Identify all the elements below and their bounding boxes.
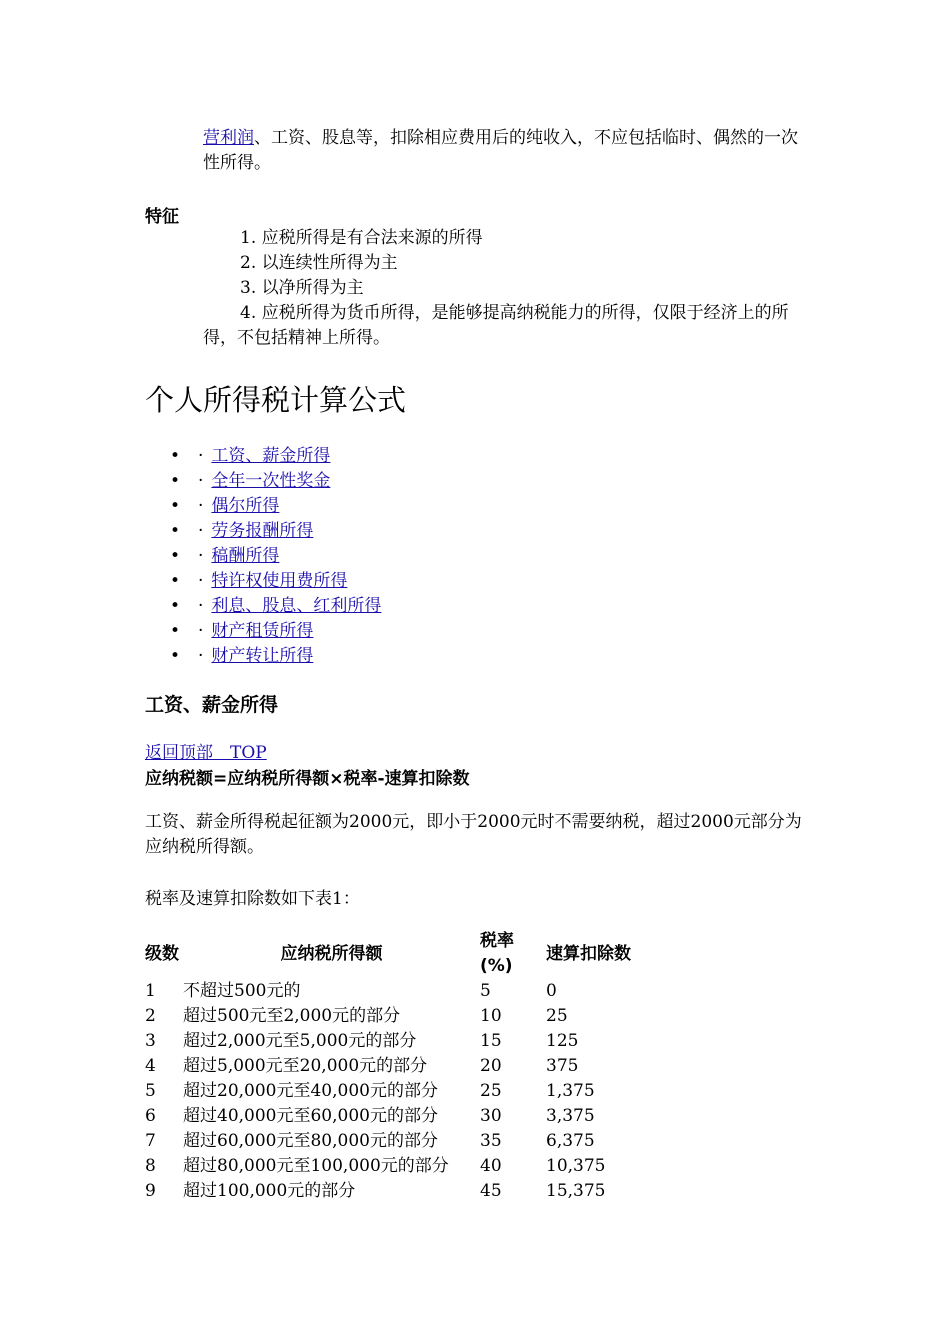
- toc-item: [170, 469, 381, 494]
- toc-link[interactable]: 劳务报酬所得: [211, 521, 314, 541]
- toc-bullet: ·: [198, 546, 204, 566]
- cell-deduction: 0: [546, 981, 557, 1001]
- toc-link[interactable]: 财产租赁所得: [211, 621, 314, 641]
- cell-rate: 5: [480, 981, 491, 1001]
- cell-deduction: 375: [546, 1056, 579, 1076]
- toc-bullet: ·: [198, 521, 204, 541]
- back-to-top-link[interactable]: 返回顶部 TOP: [145, 743, 267, 763]
- cell-rate: 10: [480, 1006, 502, 1026]
- toc-link[interactable]: 稿酬所得: [211, 546, 280, 566]
- subsection-title: 工资、薪金所得: [145, 694, 279, 716]
- cell-income: 超过80,000元至100,000元的部分: [183, 1156, 449, 1176]
- cell-income: 超过60,000元至80,000元的部分: [183, 1131, 438, 1151]
- toc-bullet: ·: [198, 471, 204, 491]
- cell-rate: 40: [480, 1156, 502, 1176]
- cell-income: 超过500元至2,000元的部分: [183, 1006, 401, 1026]
- cell-deduction: 15,375: [546, 1181, 606, 1201]
- feature-item: 1. 应税所得是有合法来源的所得: [240, 228, 483, 248]
- cell-level: 9: [145, 1181, 156, 1201]
- threshold-paragraph: 工资、薪金所得税起征额为2000元，即小于2000元时不需要纳税，超过2000元部分为应纳税所得额。: [145, 812, 802, 857]
- toc-link[interactable]: 偶尔所得: [211, 496, 280, 516]
- table-row: [145, 1004, 656, 1029]
- tax-rate-table: [145, 929, 656, 1204]
- table-intro: 税率及速算扣除数如下表1：: [145, 889, 360, 909]
- toc-bullet: ·: [198, 596, 204, 616]
- section-title: 个人所得税计算公式: [145, 383, 407, 417]
- table-row: [145, 1029, 656, 1054]
- cell-income: 不超过500元的: [183, 981, 301, 1001]
- cell-income: 超过40,000元至60,000元的部分: [183, 1106, 438, 1126]
- table-row: [145, 979, 656, 1004]
- cell-deduction: 25: [546, 1006, 568, 1026]
- toc-item: [170, 544, 381, 569]
- toc-link[interactable]: 特许权使用费所得: [211, 571, 348, 591]
- toc-item: [170, 644, 381, 669]
- toc-bullet: ·: [198, 446, 204, 466]
- toc-item: [170, 569, 381, 594]
- toc-bullet: ·: [198, 646, 204, 666]
- toc-link[interactable]: 全年一次性奖金: [211, 471, 331, 491]
- toc-bullet: ·: [198, 496, 204, 516]
- cell-rate: 30: [480, 1106, 502, 1126]
- cell-level: 7: [145, 1131, 156, 1151]
- cell-income: 超过100,000元的部分: [183, 1181, 356, 1201]
- table-row: [145, 1154, 656, 1179]
- cell-rate: 15: [480, 1031, 502, 1051]
- toc-item: [170, 594, 381, 619]
- cell-level: 5: [145, 1081, 156, 1101]
- intro-link[interactable]: 营利润: [203, 128, 254, 148]
- table-header-row: [145, 929, 656, 979]
- toc-item: [170, 519, 381, 544]
- cell-deduction: 6,375: [546, 1131, 595, 1151]
- tax-formula: 应纳税额=应纳税所得额×税率-速算扣除数: [145, 769, 470, 789]
- cell-rate: 45: [480, 1181, 502, 1201]
- cell-level: 1: [145, 981, 156, 1001]
- cell-income: 超过20,000元至40,000元的部分: [183, 1081, 438, 1101]
- toc-list: [170, 444, 381, 669]
- cell-level: 6: [145, 1106, 156, 1126]
- toc-item: [170, 494, 381, 519]
- table-row: [145, 1054, 656, 1079]
- cell-income: 超过5,000元至20,000元的部分: [183, 1056, 428, 1076]
- cell-deduction: 3,375: [546, 1106, 595, 1126]
- cell-rate: 20: [480, 1056, 502, 1076]
- cell-deduction: 10,375: [546, 1156, 606, 1176]
- features-title: 特征: [145, 207, 179, 227]
- toc-bullet: ·: [198, 571, 204, 591]
- toc-item: [170, 619, 381, 644]
- cell-level: 2: [145, 1006, 156, 1026]
- toc-link[interactable]: 财产转让所得: [211, 646, 314, 666]
- cell-level: 8: [145, 1156, 156, 1176]
- table-row: [145, 1179, 656, 1204]
- table-row: [145, 1079, 656, 1104]
- header-level: 级数: [145, 943, 179, 964]
- cell-income: 超过2,000元至5,000元的部分: [183, 1031, 417, 1051]
- feature-item: 3. 以净所得为主: [240, 278, 364, 298]
- features-list: [203, 226, 808, 351]
- header-rate: 税率(%): [480, 931, 514, 976]
- toc-link[interactable]: 利息、股息、红利所得: [211, 596, 382, 616]
- toc-link[interactable]: 工资、薪金所得: [211, 446, 331, 466]
- header-deduction: 速算扣除数: [546, 943, 631, 964]
- cell-level: 4: [145, 1056, 156, 1076]
- table-row: [145, 1129, 656, 1154]
- table-row: [145, 1104, 656, 1129]
- cell-rate: 25: [480, 1081, 502, 1101]
- intro-paragraph: [203, 126, 803, 176]
- feature-item: 2. 以连续性所得为主: [240, 253, 398, 273]
- header-taxable-income: 应纳税所得额: [280, 943, 383, 964]
- intro-text: 、工资、股息等，扣除相应费用后的纯收入，不应包括临时、偶然的一次性所得。: [203, 128, 798, 173]
- cell-level: 3: [145, 1031, 156, 1051]
- cell-deduction: 1,375: [546, 1081, 595, 1101]
- toc-bullet: ·: [198, 621, 204, 641]
- toc-item: [170, 444, 381, 469]
- feature-item: 4. 应税所得为货币所得，是能够提高纳税能力的所得，仅限于经济上的所得，不包括精神上所得。: [203, 303, 789, 348]
- cell-rate: 35: [480, 1131, 502, 1151]
- cell-deduction: 125: [546, 1031, 579, 1051]
